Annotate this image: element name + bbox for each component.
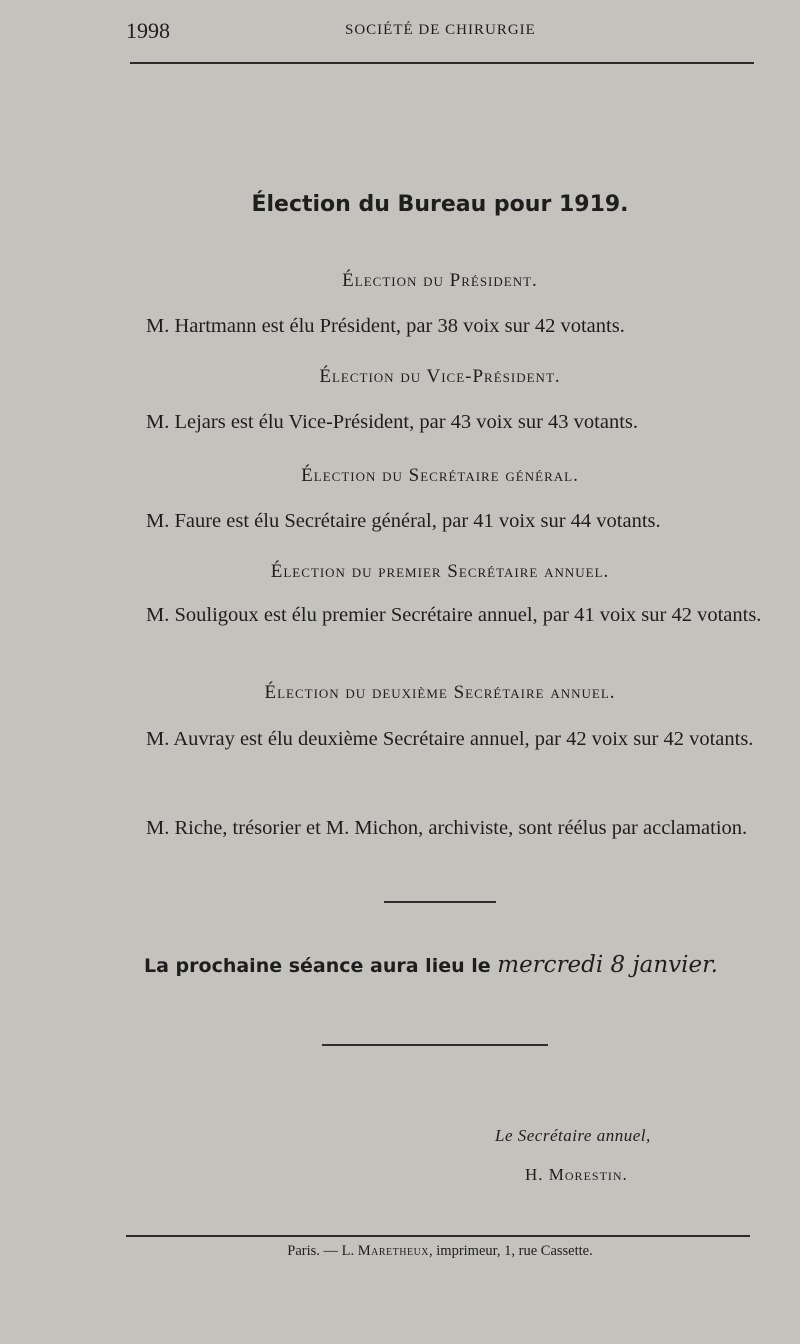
next-session-date: mercredi 8 janvier. bbox=[497, 952, 718, 978]
imprint-prefix: Paris. — L. bbox=[287, 1243, 355, 1259]
section-text-second-secretary: M. Auvray est élu deuxième Secrétaire annuel, par 42 voix sur 42 votants. bbox=[146, 728, 754, 750]
footer-rule bbox=[126, 1235, 750, 1237]
section-heading-vice-president: Élection du Vice-Président. bbox=[319, 366, 561, 387]
imprint bbox=[0, 1243, 800, 1260]
imprint-printer: Maretheux bbox=[357, 1243, 430, 1259]
section-heading-first-secretary: Élection du premier Secrétaire annuel. bbox=[270, 561, 610, 582]
section-text-president: M. Hartmann est élu Président, par 38 voix sur 42 votants. bbox=[146, 315, 625, 337]
imprint-suffix: , imprimeur, 1, rue Cassette. bbox=[429, 1243, 593, 1259]
header-rule bbox=[130, 62, 754, 64]
section-heading-second-secretary: Élection du deuxième Secrétaire annuel. bbox=[264, 682, 616, 703]
closing-rule bbox=[322, 1044, 548, 1046]
separator-rule bbox=[384, 901, 496, 903]
signature-name: H. Morestin. bbox=[525, 1165, 628, 1184]
section-heading-secretary-general: Élection du Secrétaire général. bbox=[301, 465, 579, 486]
next-session-text: La prochaine séance aura lieu le bbox=[144, 955, 491, 977]
running-title: SOCIÉTÉ DE CHIRURGIE bbox=[345, 22, 536, 38]
section-text-secretary-general: M. Faure est élu Secrétaire général, par 41 voix sur 44 votants. bbox=[146, 510, 661, 532]
page-header bbox=[120, 18, 760, 48]
section-text-vice-president: M. Lejars est élu Vice-Président, par 43 voix sur 43 votants. bbox=[146, 411, 638, 433]
signature-role: Le Secrétaire annuel, bbox=[495, 1126, 651, 1145]
section-heading-president: Élection du Président. bbox=[342, 270, 538, 291]
section-text-first-secretary: M. Souligoux est élu premier Secrétaire annuel, par 41 voix sur 42 votants. bbox=[146, 604, 762, 626]
reelection-text: M. Riche, trésorier et M. Michon, archiviste, sont réélus par acclamation. bbox=[146, 817, 748, 839]
page-number: 1998 bbox=[126, 18, 170, 43]
page-title: Élection du Bureau pour 1919. bbox=[251, 192, 629, 217]
next-session-notice bbox=[144, 952, 774, 978]
